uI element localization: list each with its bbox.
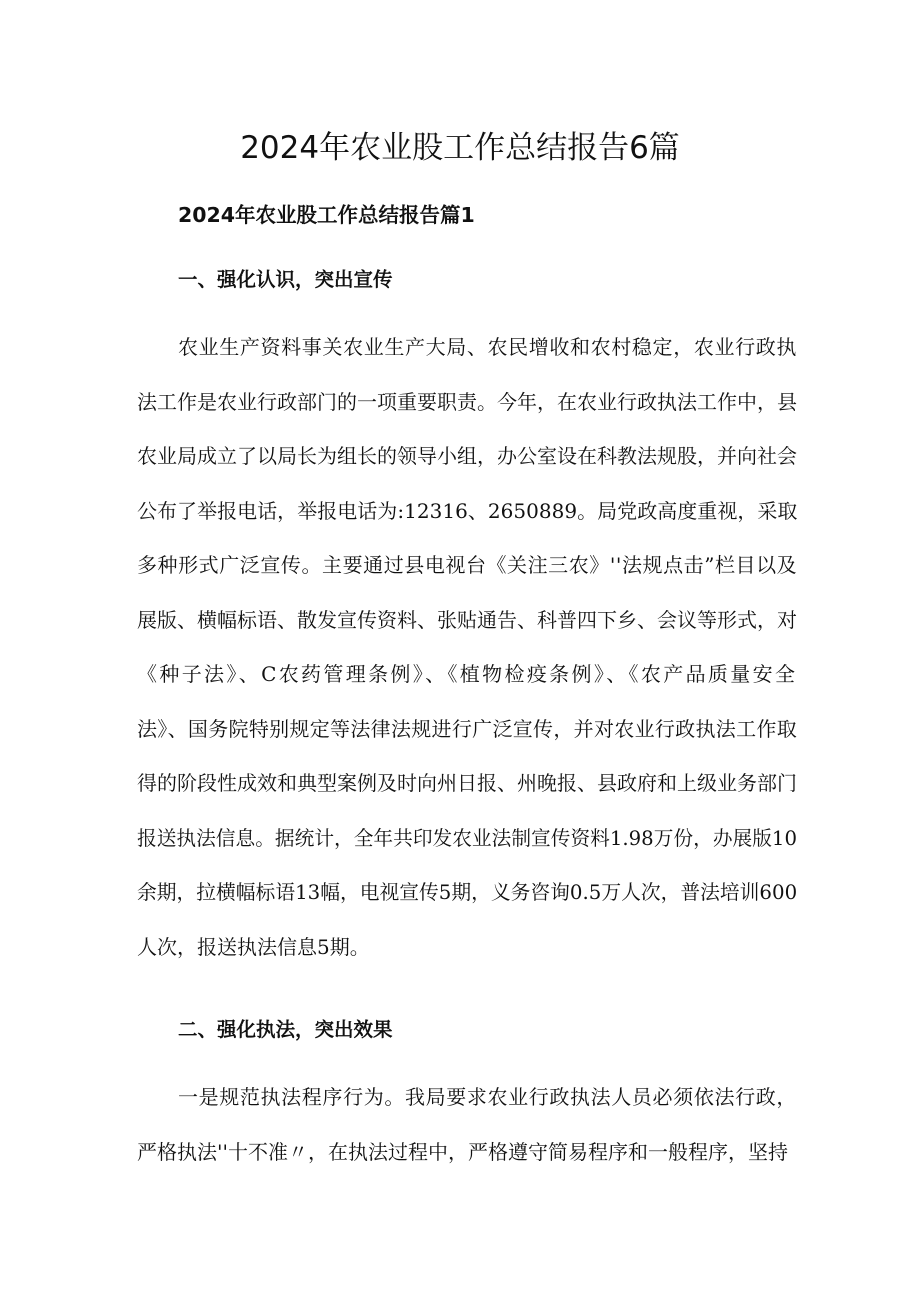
paragraph-line: 得的阶段性成效和典型案例及时向州日报、州晚报、县政府和上级业务部门	[137, 771, 797, 795]
paragraph-line: 公布了举报电话，举报电话为:12316、2650889。局党政高度重视，采取	[137, 498, 798, 523]
paragraph-line: 《种子法》、C农药管理条例》、《植物检疫条例》、《农产品质量安全	[137, 662, 798, 686]
paragraph-line: 报送执法信息。据统计，全年共印发农业法制宣传资料1.98万份，办展版10	[137, 825, 798, 850]
paragraph-line: 法》、国务院特别规定等法律法规进行广泛宣传，并对农业行政执法工作取	[137, 716, 797, 741]
paragraph-line: 人次，报送执法信息5期。	[137, 934, 370, 959]
paragraph-line: 多种形式广泛宣传。主要通过县电视台《关注三农》''法规点击”栏目以及	[137, 553, 798, 577]
section-2-paragraph	[137, 1070, 797, 1179]
paragraph-line: 农业生产资料事关农业生产大局、农民增收和农村稳定，农业行政执	[178, 335, 797, 359]
paragraph-line: 农业局成立了以局长为组长的领导小组，办公室设在科教法规股，并向社会	[137, 444, 797, 468]
document-title: 2024年农业股工作总结报告6篇	[240, 130, 680, 166]
report-subtitle: 2024年农业股工作总结报告篇1	[178, 203, 475, 227]
section-heading-2: 二、强化执法，突出效果	[178, 1018, 393, 1041]
paragraph-line: 一是规范执法程序行为。我局要求农业行政执法人员必须依法行政，	[178, 1085, 797, 1109]
paragraph-line: 余期，拉横幅标语13幅，电视宣传5期，义务咨询0.5万人次，普法培训600	[137, 880, 798, 904]
paragraph-line: 展版、横幅标语、散发宣传资料、张贴通告、科普四下乡、会议等形式，对	[137, 607, 797, 632]
paragraph-line: 严格执法''十不准〃，在执法过程中，严格遵守简易程序和一般程序，坚持	[137, 1139, 788, 1164]
paragraph-line: 法工作是农业行政部门的一项重要职责。今年，在农业行政执法工作中，县	[137, 389, 797, 414]
section-1-paragraph	[137, 320, 797, 974]
section-heading-1: 一、强化认识，突出宣传	[178, 268, 393, 291]
